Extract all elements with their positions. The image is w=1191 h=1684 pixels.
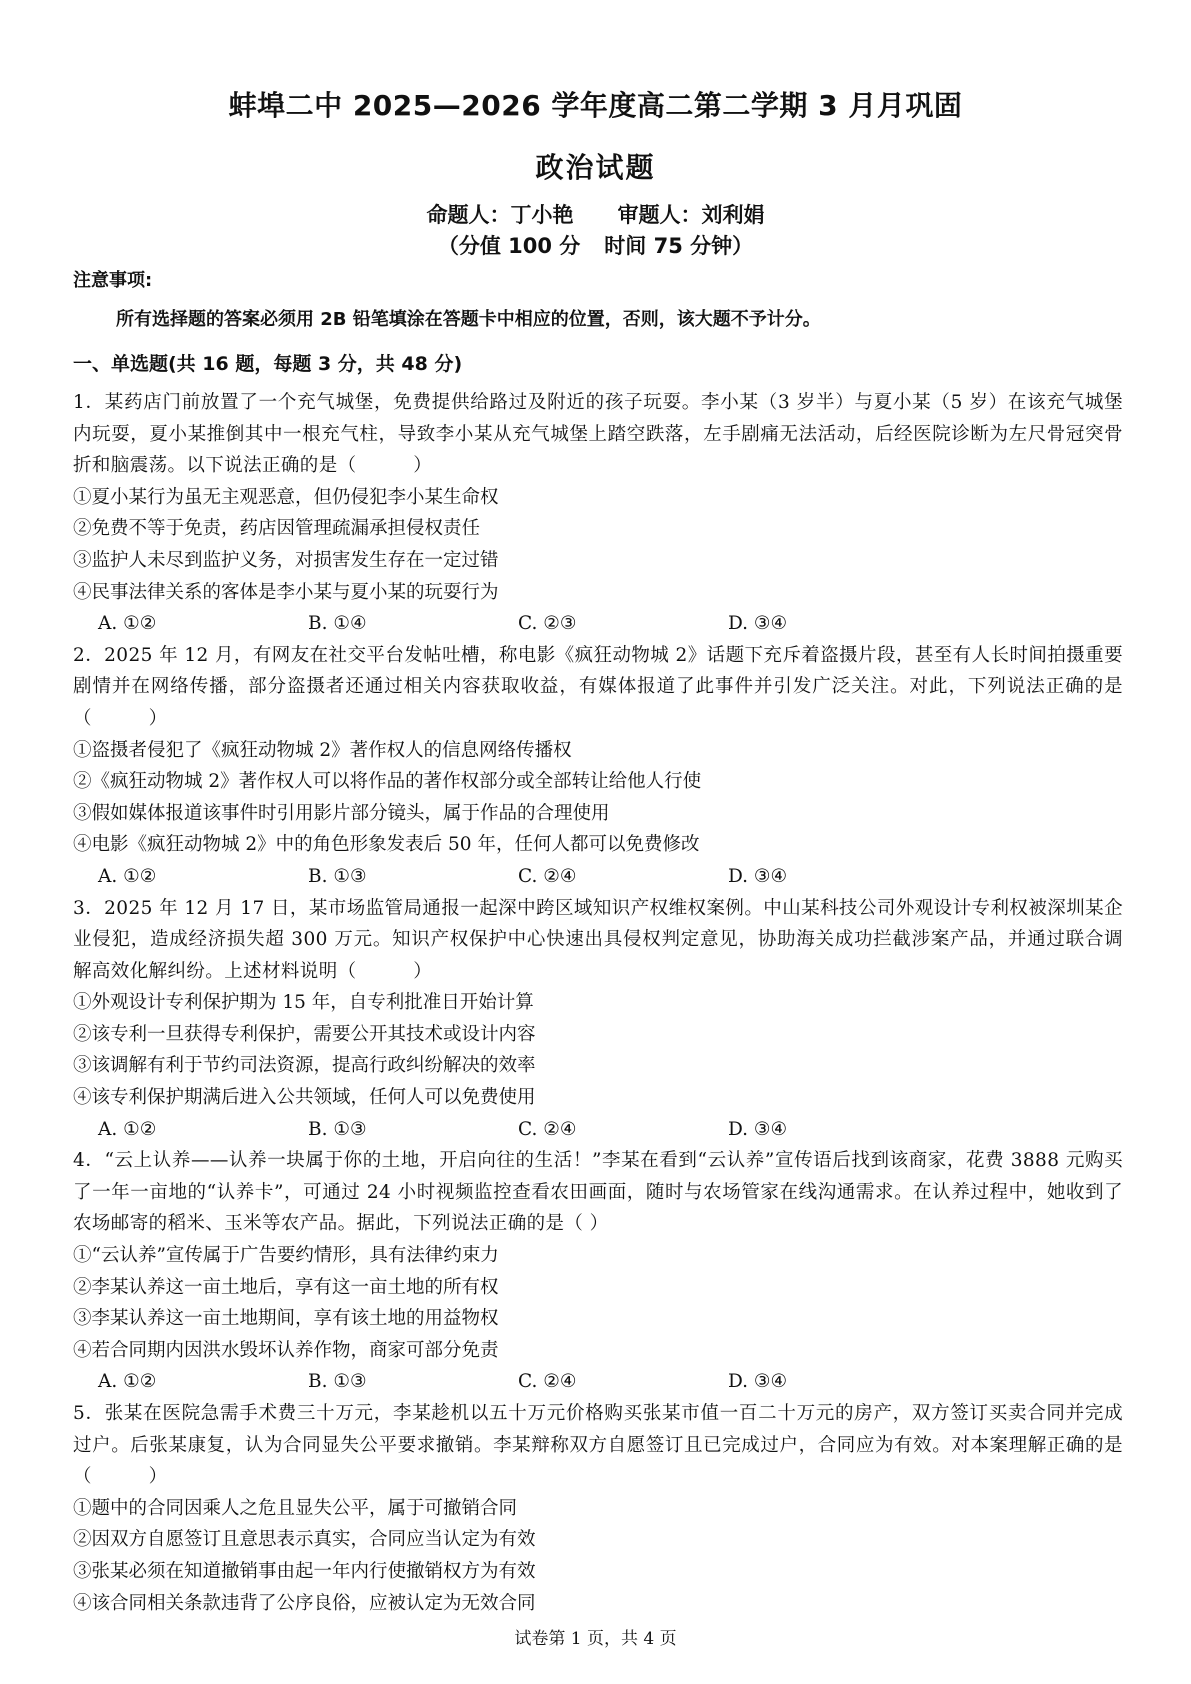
answer-choices	[73, 608, 1123, 640]
question-stem: 4．“云上认养——认养一块属于你的土地，开启向往的生活！”李某在看到“云认养”宣传语后找到该商家，花费 3888 元购买了一年一亩地的“认养卡”，可通过 24 小时视频监控查看农田画面，随时与农场管家在线沟通需求。在认养过程中，她收到了农场邮寄的稻米、玉米等农产品。据此，下列说法正确的是（ ）	[73, 1150, 1123, 1235]
question-option: ①“云认养”宣传属于广告要约情形，具有法律约束力	[73, 1245, 499, 1267]
choice-b: B. ①③	[308, 1118, 367, 1140]
question-option: ③张某必须在知道撤销事由起一年内行使撤销权方为有效	[73, 1560, 536, 1582]
choice-a: A. ①②	[98, 1371, 157, 1393]
question	[73, 387, 1123, 640]
question-option: ②李某认养这一亩土地后，享有这一亩土地的所有权	[73, 1276, 499, 1298]
choice-d: D. ③④	[728, 1118, 788, 1140]
question	[73, 893, 1123, 1146]
answer-choices	[73, 1366, 1123, 1398]
exam-subtitle: 政治试题	[535, 151, 656, 184]
question-option: ②免费不等于免责，药店因管理疏漏承担侵权责任	[73, 518, 481, 540]
question-stem: 5．张某在医院急需手术费三十万元，李某趁机以五十万元价格购买张某市值一百二十万元的房产，双方签订买卖合同并完成过户。后张某康复，认为合同显失公平要求撤销。李某辩称双方自愿签订且已完成过户，合同应为有效。对本案理解正确的是（ ）	[73, 1403, 1123, 1488]
question-option: ②该专利一旦获得专利保护，需要公开其技术或设计内容	[73, 1023, 536, 1045]
notice-text: 所有选择题的答案必须用 2B 铅笔填涂在答题卡中相应的位置，否则，该大题不予计分。	[116, 309, 821, 330]
choice-a: A. ①②	[98, 1118, 157, 1140]
exam-title: 蚌埠二中 2025—2026 学年度高二第二学期 3 月月巩固	[228, 89, 963, 122]
reviewer-label: 审题人：刘利娟	[617, 203, 765, 227]
section-heading: 一、单选题(共 16 题，每题 3 分，共 48 分)	[73, 353, 463, 375]
author-label: 命题人：丁小艳	[426, 203, 574, 227]
question-option: ④若合同期内因洪水毁坏认养作物，商家可部分免责	[73, 1339, 499, 1361]
answer-choices	[73, 861, 1123, 893]
question-option: ①盗摄者侵犯了《疯狂动物城 2》著作权人的信息网络传播权	[73, 739, 572, 761]
question-option: ①夏小某行为虽无主观恶意，但仍侵犯李小某生命权	[73, 486, 499, 508]
choice-b: B. ①③	[308, 1371, 367, 1393]
choice-b: B. ①③	[308, 865, 367, 887]
question	[73, 640, 1123, 893]
question	[73, 1145, 1123, 1398]
choice-c: C. ②③	[518, 613, 577, 635]
score-label: （分值 100 分	[437, 234, 581, 258]
choice-c: C. ②④	[518, 1371, 577, 1393]
question-list	[73, 387, 1123, 1619]
question	[73, 1398, 1123, 1619]
question-option: ①外观设计专利保护期为 15 年，自专利批准日开始计算	[73, 992, 534, 1014]
time-label: 时间 75 分钟）	[604, 234, 754, 258]
choice-a: A. ①②	[98, 865, 157, 887]
question-option: ④该专利保护期满后进入公共领域，任何人可以免费使用	[73, 1087, 536, 1109]
notice-heading: 注意事项:	[73, 270, 153, 291]
question-option: ④电影《疯狂动物城 2》中的角色形象发表后 50 年，任何人都可以免费修改	[73, 834, 700, 856]
choice-b: B. ①④	[308, 613, 367, 635]
question-option: ③李某认养这一亩土地期间，享有该土地的用益物权	[73, 1308, 499, 1330]
exam-authors	[0, 199, 1191, 229]
question-option: ②《疯狂动物城 2》著作权人可以将作品的著作权部分或全部转让给他人行使	[73, 771, 702, 793]
question-option: ③假如媒体报道该事件时引用影片部分镜头，属于作品的合理使用	[73, 802, 610, 824]
choice-d: D. ③④	[728, 613, 788, 635]
choice-a: A. ①②	[98, 613, 157, 635]
question-option: ④民事法律关系的客体是李小某与夏小某的玩耍行为	[73, 581, 499, 603]
choice-c: C. ②④	[518, 865, 577, 887]
choice-c: C. ②④	[518, 1118, 577, 1140]
question-option: ④该合同相关条款违背了公序良俗，应被认定为无效合同	[73, 1592, 536, 1614]
question-option: ②因双方自愿签订且意思表示真实，合同应当认定为有效	[73, 1529, 536, 1551]
question-stem: 2．2025 年 12 月，有网友在社交平台发帖吐槽，称电影《疯狂动物城 2》话题下充斥着盗摄片段，甚至有人长时间拍摄重要剧情并在网络传播，部分盗摄者还通过相关内容获取收益，有媒体报道了此事件并引发广泛关注。对此，下列说法正确的是（ ）	[73, 644, 1123, 729]
page-footer: 试卷第 1 页，共 4 页	[514, 1629, 677, 1649]
exam-score-time	[0, 230, 1191, 260]
question-stem: 1．某药店门前放置了一个充气城堡，免费提供给路过及附近的孩子玩耍。李小某（3 岁半）与夏小某（5 岁）在该充气城堡内玩耍，夏小某推倒其中一根充气柱，导致李小某从充气城堡上踏空跌落，左手剧痛无法活动，后经医院诊断为左尺骨冠突骨折和脑震荡。以下说法正确的是（ ）	[73, 392, 1123, 477]
choice-d: D. ③④	[728, 865, 788, 887]
question-stem: 3．2025 年 12 月 17 日，某市场监管局通报一起深中跨区域知识产权维权案例。中山某科技公司外观设计专利权被深圳某企业侵犯，造成经济损失超 300 万元。知识产权保护中心快速出具侵权判定意见，协助海关成功拦截涉案产品，并通过联合调解高效化解纠纷。上述材料说明（ ）	[73, 897, 1123, 982]
choice-d: D. ③④	[728, 1371, 788, 1393]
question-option: ①题中的合同因乘人之危且显失公平，属于可撤销合同	[73, 1497, 518, 1519]
question-option: ③监护人未尽到监护义务，对损害发生存在一定过错	[73, 549, 499, 571]
answer-choices	[73, 1114, 1123, 1146]
question-option: ③该调解有利于节约司法资源，提高行政纠纷解决的效率	[73, 1055, 536, 1077]
